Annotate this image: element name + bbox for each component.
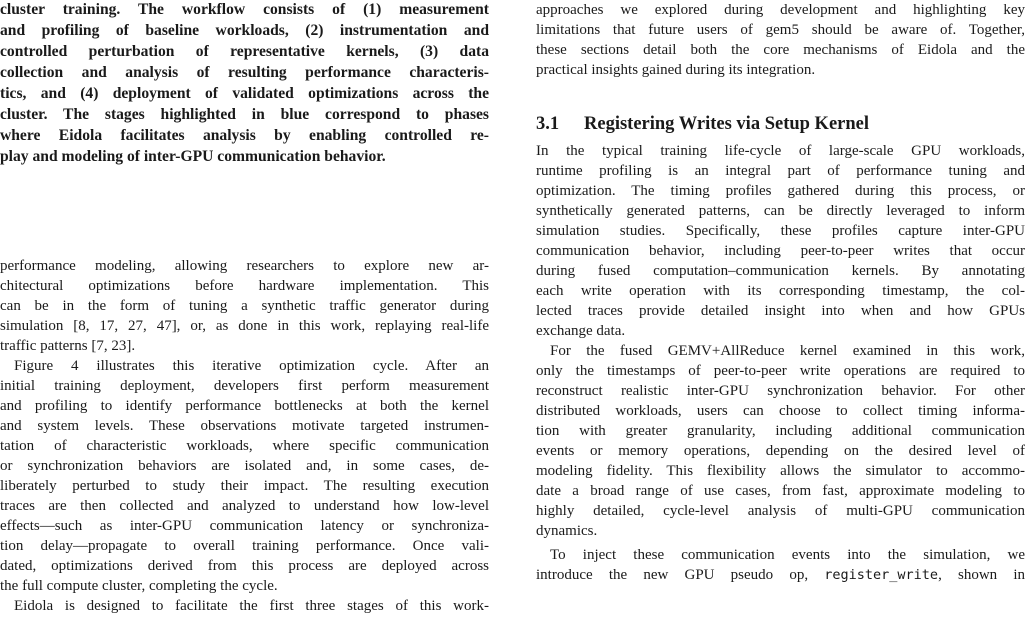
body-line: optimization. The timing profiles gathered during this process, or (536, 183, 1025, 199)
body-line: Figure 4 illustrates this iterative optimization cycle. After an (14, 358, 489, 374)
body-line: lected traces provide detailed insight into when and how GPUs (536, 303, 1025, 319)
body-line: To inject these communication events into the simulation, we (550, 547, 1025, 563)
body-line: traffic patterns [7, 23]. (0, 338, 136, 354)
body-line: synthetically generated patterns, can be directly leveraged to inform (536, 203, 1025, 219)
body-line: performance modeling, allowing researchers to explore new ar- (0, 258, 489, 274)
body-line: only the timestamps of peer-to-peer write operations are required to (536, 363, 1025, 379)
body-line: the full compute cluster, completing the cycle. (0, 578, 278, 594)
caption-line: cluster training. The workflow consists of (1) measurement (0, 1, 489, 18)
body-line: and profiling to identify performance bottlenecks at both the kernel (0, 398, 489, 414)
body-line: limitations that future users of gem5 should be aware of. Together, (536, 22, 1025, 38)
body-line: events or memory operations, depending on the desired level of (536, 443, 1025, 459)
body-line: can be in the form of tuning a synthetic traffic generator during (0, 298, 489, 314)
body-line: simulation [8, 17, 27, 47], or, as done in this work, replaying real-life (0, 318, 489, 334)
body-line: and system levels. These observations motivate targeted instrumen- (0, 418, 489, 434)
body-line: tion delay—propagate to overall training performance. Once vali- (0, 538, 489, 554)
body-text: introduce the new GPU pseudo op, (536, 567, 825, 583)
body-line: or synchronization behaviors are isolated and, in some cases, de- (0, 458, 489, 474)
body-line: chitectural optimizations before hardware implementation. This (0, 278, 489, 294)
body-line: In the typical training life-cycle of large-scale GPU workloads, (536, 143, 1025, 159)
body-line: tion with greater granularity, including additional communication (536, 423, 1025, 439)
body-text: , shown in (938, 567, 1025, 583)
body-line: highly detailed, cycle-level analysis of multi-GPU communication (536, 503, 1025, 519)
body-line: traces are then collected and analyzed to understand how low-level (0, 498, 489, 514)
body-line: distributed workloads, users can choose to collect timing informa- (536, 403, 1025, 419)
caption-line: where Eidola facilitates analysis by enabling controlled re- (0, 127, 489, 144)
body-line: date a broad range of use cases, from fast, approximate modeling to (536, 483, 1025, 499)
caption-line: cluster. The stages highlighted in blue correspond to phases (0, 106, 489, 123)
body-line: during fused computation–communication kernels. By annotating (536, 263, 1025, 279)
body-line: exchange data. (536, 323, 626, 339)
caption-line: controlled perturbation of representative kernels, (3) data (0, 43, 489, 60)
section-title: Registering Writes via Setup Kernel (584, 114, 870, 134)
body-line: initial training deployment, developers first perform measurement (0, 378, 489, 394)
caption-line: tics, and (4) deployment of validated optimizations across the (0, 85, 489, 102)
body-line: communication behavior, including peer-to-peer writes that occur (536, 243, 1025, 259)
body-line: For the fused GEMV+AllReduce kernel examined in this work, (550, 343, 1025, 359)
body-line: Eidola is designed to facilitate the first three stages of this work- (14, 598, 489, 614)
body-line: each write operation with its corresponding timestamp, the col- (536, 283, 1025, 299)
body-line (536, 565, 1025, 585)
caption-line: collection and analysis of resulting performance characteris- (0, 64, 489, 81)
body-line: simulation studies. Specifically, these profiles capture inter-GPU (536, 223, 1025, 239)
code-register-write: register_write (824, 567, 939, 583)
body-line: reconstruct realistic inter-GPU synchronization behavior. For other (536, 383, 1025, 399)
section-number: 3.1 (536, 114, 560, 134)
caption-line: play and modeling of inter-GPU communication behavior. (0, 148, 386, 165)
section-heading (536, 113, 1025, 135)
body-line: tation of characteristic workloads, where specific communication (0, 438, 489, 454)
body-line: effects—such as inter-GPU communication latency or synchroniza- (0, 518, 489, 534)
body-line: dated, optimizations derived from this process are deployed across (0, 558, 489, 574)
body-line: runtime profiling is an integral part of performance tuning and (536, 163, 1025, 179)
body-line: approaches we explored during development and highlighting key (536, 2, 1025, 18)
body-line: dynamics. (536, 523, 598, 539)
body-line: modeling fidelity. This flexibility allows the simulator to accommo- (536, 463, 1025, 479)
body-line: practical insights gained during its integration. (536, 62, 816, 78)
body-line: liberately perturbed to study their impact. The resulting execution (0, 478, 489, 494)
caption-line: and profiling of baseline workloads, (2) instrumentation and (0, 22, 489, 39)
body-line: these sections detail both the core mechanisms of Eidola and the (536, 42, 1025, 58)
